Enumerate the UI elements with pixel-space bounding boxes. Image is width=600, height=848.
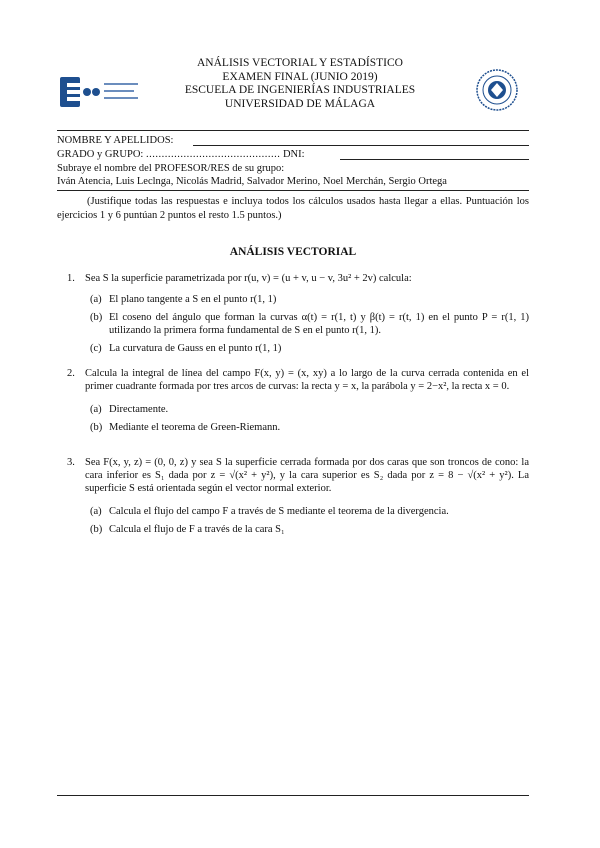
part-text: La curvatura de Gauss en el punto r(1, 1) xyxy=(109,343,282,354)
school-logo xyxy=(60,77,142,109)
group-field-row xyxy=(57,148,305,161)
name-field-line[interactable] xyxy=(193,145,529,146)
professor-list[interactable]: Iván Atencia, Luis Leclnga, Nicolás Madrid, Salvador Merino, Noel Merchán, Sergio Ortega xyxy=(57,176,447,187)
question-text: Sea S la superficie parametrizada por r(u, v) = (u + v, u − v, 3u² + 2v) calcula: xyxy=(85,273,412,284)
exam-header xyxy=(150,57,450,111)
header-title-line: UNIVERSIDAD DE MÁLAGA xyxy=(224,97,376,110)
part-label: (a) xyxy=(90,294,102,305)
part-text: Directamente. xyxy=(109,404,169,415)
question-part xyxy=(90,311,529,337)
part-label: (c) xyxy=(90,343,102,354)
part-text: El plano tangente a S en el punto r(1, 1) xyxy=(109,294,277,305)
bottom-divider xyxy=(57,795,529,796)
part-label: (a) xyxy=(90,404,102,415)
part-label: (a) xyxy=(90,506,102,517)
question-part xyxy=(90,523,529,536)
group-field-dots[interactable]: ........................................... xyxy=(145,149,281,160)
top-divider xyxy=(57,130,529,131)
group-label: GRADO y GRUPO: xyxy=(57,149,144,160)
professor-prompt: Subraye el nombre del PROFESOR/RES de su grupo: xyxy=(57,163,285,174)
part-text: Calcula el flujo del campo F a través de S mediante el teorema de la divergencia. xyxy=(109,506,449,517)
part-label: (b) xyxy=(90,422,103,433)
dni-field-line[interactable] xyxy=(340,159,529,160)
part-text: El coseno del ángulo que forman la curvas α(t) = r(1, t) y β(t) = r(t, 1) en el punto P = r(1, 1) utilizando la primera forma fundamental de S en el punto r(1, 1). xyxy=(109,312,529,336)
header-title-line: ESCUELA DE INGENIERÍAS INDUSTRIALES xyxy=(184,84,416,96)
question-text: Sea F(x, y, z) = (0, 0, z) y sea S la superficie cerrada formada por dos caras que son troncos de cono: la cara inferior es S₁ dada por z = √(x² + y²), y la cara superior es S₂ dada por z = 8 − √(x² + y²). La superficie S está orientada según el vector normal exterior. xyxy=(85,457,529,494)
name-field-row xyxy=(57,134,173,147)
question-text: Calcula la integral de línea del campo F(x, y) = (x, xy) a lo largo de la curva cerrada contenida en el primer cuadrante formada por tres arcos de curvas: la recta y = x, la parábola y = 2−x², la recta x = 0. xyxy=(85,368,529,392)
header-title-line: EXAMEN FINAL (JUNIO 2019) xyxy=(222,70,378,83)
question-3 xyxy=(57,456,529,536)
part-text: Mediante el teorema de Green-Riemann. xyxy=(109,422,281,433)
header-title-line: ANÁLISIS VECTORIAL Y ESTADÍSTICO xyxy=(197,57,403,69)
instructions: (Justifique todas las respuestas e incluya todos los cálculos usados hasta llegar a ellas. Puntuación los ejercicios 1 y 6 puntúan 2 puntos el resto 1.5 puntos.) xyxy=(57,196,529,221)
question-number: 2. xyxy=(67,368,75,379)
question-part xyxy=(90,342,529,355)
question-part xyxy=(90,403,529,416)
question-number: 1. xyxy=(67,273,75,284)
question-part xyxy=(90,505,529,518)
university-seal xyxy=(476,69,518,111)
name-label: NOMBRE Y APELLIDOS: xyxy=(57,135,174,146)
question-1 xyxy=(57,272,529,355)
section-title: ANÁLISIS VECTORIAL xyxy=(229,246,357,258)
dni-label: DNI: xyxy=(282,149,305,160)
question-part xyxy=(90,293,529,306)
part-label: (b) xyxy=(90,312,103,323)
question-2 xyxy=(57,367,529,434)
question-part xyxy=(90,421,529,434)
part-label: (b) xyxy=(90,524,103,535)
part-text: Calcula el flujo de F a través de la cara S₁ xyxy=(109,524,285,535)
form-divider xyxy=(57,190,529,191)
question-number: 3. xyxy=(67,457,75,468)
